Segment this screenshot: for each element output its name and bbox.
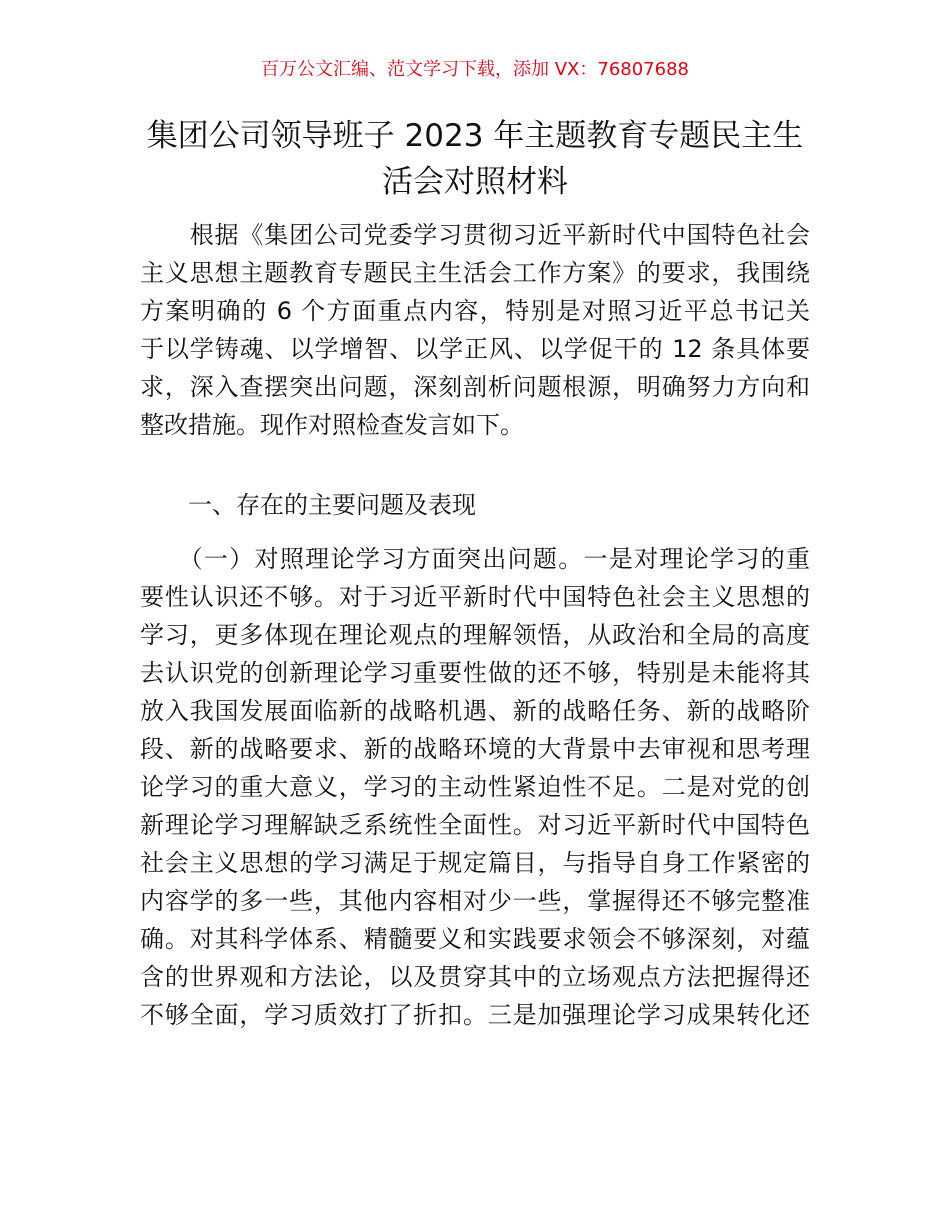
paragraph-line: 含的世界观和方法论，以及贯穿其中的立场观点方法把握得还 bbox=[140, 963, 810, 991]
paragraph-line: 放入我国发展面临新的战略机遇、新的战略任务、新的战略阶 bbox=[140, 697, 810, 725]
section-heading bbox=[140, 486, 810, 524]
paragraph-line: 学习，更多体现在理论观点的理解领悟，从政治和全局的高度 bbox=[140, 621, 810, 649]
paragraph-line: 去认识党的创新理论学习重要性做的还不够，特别是未能将其 bbox=[140, 659, 810, 687]
title-line-1: 集团公司领导班子 2023 年主题教育专题民主生 bbox=[146, 118, 804, 154]
paragraph-line: 求，深入查摆突出问题，深刻剖析问题根源，明确努力方向和 bbox=[140, 373, 810, 401]
header-banner: 百万公文汇编、范文学习下载，添加 VX：76807688 bbox=[261, 59, 689, 80]
section-heading-text: 一、存在的主要问题及表现 bbox=[140, 491, 476, 519]
paragraph-line: 段、新的战略要求、新的战略环境的大背景中去审视和思考理 bbox=[140, 735, 810, 763]
paragraph-line: 于以学铸魂、以学增智、以学正风、以学促干的 12 条具体要 bbox=[140, 335, 810, 363]
intro-paragraph bbox=[140, 216, 810, 444]
paragraph-line: 整改措施。现作对照检查发言如下。 bbox=[140, 411, 524, 439]
paragraph-line: （一）对照理论学习方面突出问题。一是对理论学习的重 bbox=[140, 545, 810, 573]
paragraph-line: 社会主义思想的学习满足于规定篇目，与指导自身工作紧密的 bbox=[140, 849, 810, 877]
document-title bbox=[140, 113, 810, 205]
paragraph-line: 要性认识还不够。对于习近平新时代中国特色社会主义思想的 bbox=[140, 583, 810, 611]
paragraph-line: 主义思想主题教育专题民主生活会工作方案》的要求，我围绕 bbox=[140, 259, 810, 287]
paragraph-line: 确。对其科学体系、精髓要义和实践要求领会不够深刻，对蕴 bbox=[140, 925, 810, 953]
paragraph-line: 论学习的重大意义，学习的主动性紧迫性不足。二是对党的创 bbox=[140, 773, 810, 801]
title-line-2: 活会对照材料 bbox=[382, 164, 568, 200]
paragraph-line: 根据《集团公司党委学习贯彻习近平新时代中国特色社会 bbox=[140, 221, 810, 249]
problem-paragraph bbox=[140, 540, 810, 1034]
paragraph-line: 内容学的多一些，其他内容相对少一些，掌握得还不够完整准 bbox=[140, 887, 810, 915]
paragraph-line: 不够全面，学习质效打了折扣。三是加强理论学习成果转化还 bbox=[140, 1001, 810, 1029]
paragraph-line: 方案明确的 6 个方面重点内容，特别是对照习近平总书记关 bbox=[140, 297, 810, 325]
paragraph-line: 新理论学习理解缺乏系统性全面性。对习近平新时代中国特色 bbox=[140, 811, 810, 839]
